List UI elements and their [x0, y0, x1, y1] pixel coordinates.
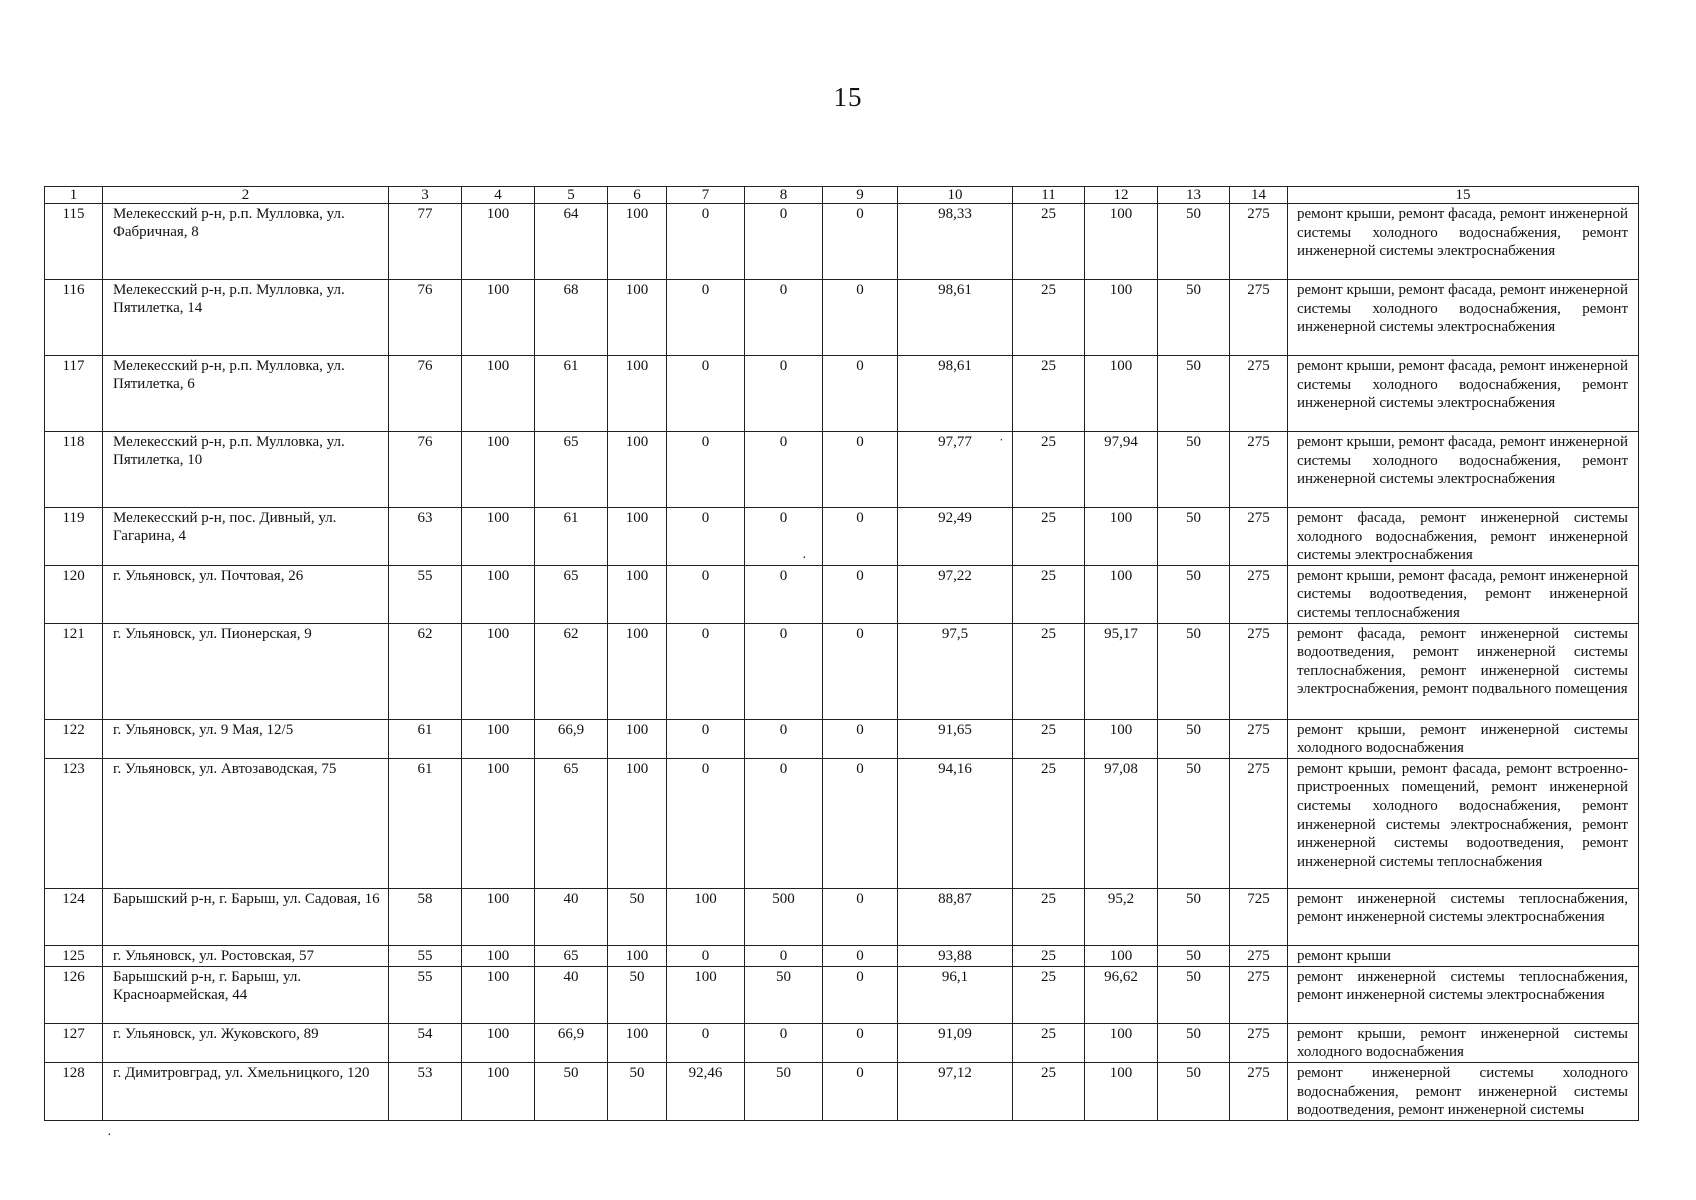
value-cell: 100 [1085, 280, 1158, 356]
value-cell: 0 [823, 966, 898, 1023]
value-cell: 50 [1158, 1062, 1230, 1120]
column-header: 6 [608, 187, 667, 204]
row-number-cell: 116 [45, 280, 103, 356]
column-header: 2 [103, 187, 389, 204]
value-cell: 96,1 [898, 966, 1013, 1023]
value-cell: 40 [535, 888, 608, 945]
value-cell: 100 [462, 565, 535, 623]
value-cell: 77 [389, 204, 462, 280]
works-text: ремонт крыши, ремонт инженерной системы холодного водоснабжения [1297, 1025, 1628, 1061]
value-cell: 50 [1158, 508, 1230, 566]
value-cell: 25 [1013, 945, 1085, 966]
value-cell: 275 [1230, 565, 1288, 623]
value-cell: 97,12 [898, 1062, 1013, 1120]
value-cell: 725 [1230, 888, 1288, 945]
value-cell: 50 [1158, 204, 1230, 280]
address-cell: г. Ульяновск, ул. Пионерская, 9 [103, 623, 389, 719]
value-cell: 97,94 [1085, 432, 1158, 508]
value-cell: 97,77 [898, 432, 1013, 508]
value-cell: 275 [1230, 758, 1288, 888]
value-cell: 0 [745, 204, 823, 280]
row-number-cell: 128 [45, 1062, 103, 1120]
value-cell: 100 [1085, 1062, 1158, 1120]
value-cell: 53 [389, 1062, 462, 1120]
stray-mark: · [802, 551, 807, 566]
value-cell: 25 [1013, 623, 1085, 719]
value-cell: 0 [823, 758, 898, 888]
works-text: ремонт крыши, ремонт фасада, ремонт инженерной системы холодного водоснабжения, ремонт инженерной системы электроснабжения [1297, 434, 1628, 488]
value-cell: 94,16 [898, 758, 1013, 888]
works-text: ремонт крыши, ремонт фасада, ремонт инженерной системы водоотведения, ремонт инженерной системы теплоснабжения [1297, 567, 1628, 621]
value-cell: 91,09 [898, 1023, 1013, 1062]
value-cell: 62 [535, 623, 608, 719]
value-cell: 0 [823, 356, 898, 432]
value-cell: 0 [667, 945, 745, 966]
value-cell: 275 [1230, 508, 1288, 566]
value-cell: 100 [462, 356, 535, 432]
value-cell: 0 [667, 719, 745, 758]
row-number-cell: 115 [45, 204, 103, 280]
works-cell [1288, 719, 1639, 758]
value-cell: 0 [823, 204, 898, 280]
value-cell: 97,22 [898, 565, 1013, 623]
works-cell [1288, 1023, 1639, 1062]
value-cell: 25 [1013, 204, 1085, 280]
value-cell: 61 [535, 356, 608, 432]
works-text: ремонт крыши, ремонт инженерной системы холодного водоснабжения [1297, 721, 1628, 757]
value-cell: 100 [462, 945, 535, 966]
value-cell: 98,61 [898, 280, 1013, 356]
value-cell: 25 [1013, 565, 1085, 623]
value-cell: 88,87 [898, 888, 1013, 945]
value-cell: 0 [823, 432, 898, 508]
value-cell: 100 [608, 204, 667, 280]
value-cell: 50 [1158, 280, 1230, 356]
value-cell: 65 [535, 945, 608, 966]
value-cell: 64 [535, 204, 608, 280]
value-cell: 0 [667, 204, 745, 280]
value-cell: 0 [667, 623, 745, 719]
value-cell: 275 [1230, 356, 1288, 432]
value-cell: 100 [1085, 508, 1158, 566]
value-cell: 100 [608, 758, 667, 888]
value-cell: 275 [1230, 719, 1288, 758]
works-text: ремонт фасада, ремонт инженерной системы холодного водоснабжения, ремонт инженерной системы электроснабжения [1297, 510, 1628, 564]
row-number-cell: 119 [45, 508, 103, 566]
row-number-cell: 122 [45, 719, 103, 758]
column-header: 11 [1013, 187, 1085, 204]
address-cell: Мелекесский р-н, р.п. Мулловка, ул. Пятилетка, 6 [103, 356, 389, 432]
value-cell: 25 [1013, 758, 1085, 888]
works-cell [1288, 508, 1639, 566]
value-cell: 98,61 [898, 356, 1013, 432]
value-cell: 25 [1013, 432, 1085, 508]
value-cell: 54 [389, 1023, 462, 1062]
works-text: ремонт крыши, ремонт фасада, ремонт встроенно-пристроенных помещений, ремонт инженерной системы холодного водоснабжения, ремонт инженерной системы электроснабжения, ремонт инженерной системы водоотведения, ремонт инженерной системы теплоснабжения [1297, 760, 1628, 870]
value-cell: 100 [608, 356, 667, 432]
value-cell: 0 [823, 508, 898, 566]
value-cell: 96,62 [1085, 966, 1158, 1023]
value-cell: 25 [1013, 966, 1085, 1023]
value-cell: 25 [1013, 356, 1085, 432]
value-cell: 0 [745, 1023, 823, 1062]
row-number-cell: 124 [45, 888, 103, 945]
value-cell: 0 [823, 280, 898, 356]
page-number: 15 [833, 82, 863, 112]
works-text: ремонт инженерной системы теплоснабжения, ремонт инженерной системы электроснабжения [1297, 890, 1628, 926]
value-cell: 100 [462, 280, 535, 356]
value-cell: 100 [1085, 204, 1158, 280]
address-cell: Барышский р-н, г. Барыш, ул. Красноармейская, 44 [103, 966, 389, 1023]
value-cell: 0 [745, 758, 823, 888]
address-cell: Мелекесский р-н, р.п. Мулловка, ул. Пятилетка, 10 [103, 432, 389, 508]
value-cell: 100 [1085, 356, 1158, 432]
value-cell: 100 [462, 888, 535, 945]
works-cell [1288, 758, 1639, 888]
value-cell: 100 [1085, 719, 1158, 758]
value-cell: 55 [389, 966, 462, 1023]
repair-table [44, 186, 1639, 1121]
works-cell [1288, 945, 1639, 966]
value-cell: 25 [1013, 1062, 1085, 1120]
row-number-cell: 125 [45, 945, 103, 966]
address-cell: г. Ульяновск, ул. Ростовская, 57 [103, 945, 389, 966]
value-cell: 25 [1013, 280, 1085, 356]
column-header: 14 [1230, 187, 1288, 204]
value-cell: 100 [667, 888, 745, 945]
address-cell: г. Ульяновск, ул. Почтовая, 26 [103, 565, 389, 623]
value-cell: 65 [535, 432, 608, 508]
row-number-cell: 117 [45, 356, 103, 432]
row-number-cell: 120 [45, 565, 103, 623]
table-row [45, 508, 1639, 566]
table-row [45, 1062, 1639, 1120]
value-cell: 275 [1230, 204, 1288, 280]
column-header: 1 [45, 187, 103, 204]
value-cell: 97,5 [898, 623, 1013, 719]
works-cell [1288, 356, 1639, 432]
value-cell: 61 [389, 758, 462, 888]
column-header: 8 [745, 187, 823, 204]
value-cell: 50 [1158, 1023, 1230, 1062]
address-cell: Мелекесский р-н, пос. Дивный, ул. Гагарина, 4 [103, 508, 389, 566]
value-cell: 0 [745, 945, 823, 966]
value-cell: 275 [1230, 945, 1288, 966]
works-text: ремонт инженерной системы теплоснабжения, ремонт инженерной системы электроснабжения [1297, 968, 1628, 1004]
column-header: 7 [667, 187, 745, 204]
column-header: 9 [823, 187, 898, 204]
address-cell: г. Димитровград, ул. Хмельницкого, 120 [103, 1062, 389, 1120]
table-row [45, 280, 1639, 356]
address-cell: Барышский р-н, г. Барыш, ул. Садовая, 16 [103, 888, 389, 945]
value-cell: 500 [745, 888, 823, 945]
works-text: ремонт инженерной системы холодного водоснабжения, ремонт инженерной системы водоотведения, ремонт инженерной системы [1297, 1064, 1628, 1119]
works-text: ремонт крыши, ремонт фасада, ремонт инженерной системы холодного водоснабжения, ремонт инженерной системы электроснабжения [1297, 282, 1628, 336]
value-cell: 50 [1158, 565, 1230, 623]
value-cell: 0 [745, 719, 823, 758]
value-cell: 100 [608, 508, 667, 566]
value-cell: 61 [389, 719, 462, 758]
value-cell: 0 [667, 432, 745, 508]
value-cell: 50 [608, 888, 667, 945]
address-cell: Мелекесский р-н, р.п. Мулловка, ул. Пятилетка, 14 [103, 280, 389, 356]
works-cell [1288, 623, 1639, 719]
table-row [45, 945, 1639, 966]
table-row [45, 565, 1639, 623]
value-cell: 50 [1158, 966, 1230, 1023]
value-cell: 0 [667, 565, 745, 623]
column-header: 13 [1158, 187, 1230, 204]
value-cell: 0 [823, 623, 898, 719]
value-cell: 50 [608, 966, 667, 1023]
address-cell: г. Ульяновск, ул. Автозаводская, 75 [103, 758, 389, 888]
value-cell: 0 [745, 565, 823, 623]
value-cell: 50 [1158, 888, 1230, 945]
value-cell: 95,17 [1085, 623, 1158, 719]
column-header: 12 [1085, 187, 1158, 204]
value-cell: 0 [823, 888, 898, 945]
value-cell: 0 [823, 1062, 898, 1120]
value-cell: 100 [462, 719, 535, 758]
value-cell: 92,49 [898, 508, 1013, 566]
works-text: ремонт фасада, ремонт инженерной системы водоотведения, ремонт инженерной системы теплоснабжения, ремонт инженерной системы электроснабжения, ремонт подвального помещения [1297, 625, 1628, 698]
table-row [45, 966, 1639, 1023]
value-cell: 0 [745, 432, 823, 508]
address-cell: Мелекесский р-н, р.п. Мулловка, ул. Фабричная, 8 [103, 204, 389, 280]
value-cell: 0 [745, 280, 823, 356]
value-cell: 100 [608, 1023, 667, 1062]
value-cell: 65 [535, 758, 608, 888]
column-header: 10 [898, 187, 1013, 204]
value-cell: 65 [535, 565, 608, 623]
value-cell: 100 [608, 565, 667, 623]
table-row [45, 432, 1639, 508]
table-row [45, 719, 1639, 758]
value-cell: 50 [1158, 623, 1230, 719]
row-number-cell: 121 [45, 623, 103, 719]
row-number-cell: 126 [45, 966, 103, 1023]
row-number-cell: 118 [45, 432, 103, 508]
value-cell: 50 [608, 1062, 667, 1120]
value-cell: 275 [1230, 966, 1288, 1023]
works-cell [1288, 888, 1639, 945]
value-cell: 0 [745, 356, 823, 432]
value-cell: 95,2 [1085, 888, 1158, 945]
works-text: ремонт крыши, ремонт фасада, ремонт инженерной системы холодного водоснабжения, ремонт инженерной системы электроснабжения [1297, 206, 1628, 260]
works-cell [1288, 1062, 1639, 1120]
value-cell: 100 [462, 432, 535, 508]
row-number-cell: 127 [45, 1023, 103, 1062]
value-cell: 25 [1013, 1023, 1085, 1062]
column-header: 15 [1288, 187, 1639, 204]
value-cell: 100 [462, 623, 535, 719]
works-cell [1288, 204, 1639, 280]
column-header: 5 [535, 187, 608, 204]
value-cell: 275 [1230, 623, 1288, 719]
value-cell: 68 [535, 280, 608, 356]
table-row [45, 888, 1639, 945]
value-cell: 100 [462, 758, 535, 888]
value-cell: 91,65 [898, 719, 1013, 758]
value-cell: 76 [389, 280, 462, 356]
value-cell: 93,88 [898, 945, 1013, 966]
value-cell: 100 [1085, 945, 1158, 966]
value-cell: 92,46 [667, 1062, 745, 1120]
value-cell: 50 [1158, 758, 1230, 888]
value-cell: 100 [608, 719, 667, 758]
value-cell: 0 [823, 719, 898, 758]
value-cell: 275 [1230, 1023, 1288, 1062]
value-cell: 76 [389, 356, 462, 432]
value-cell: 0 [667, 356, 745, 432]
value-cell: 25 [1013, 719, 1085, 758]
value-cell: 100 [1085, 1023, 1158, 1062]
value-cell: 0 [823, 945, 898, 966]
value-cell: 58 [389, 888, 462, 945]
value-cell: 275 [1230, 432, 1288, 508]
value-cell: 100 [608, 623, 667, 719]
value-cell: 66,9 [535, 1023, 608, 1062]
table-row [45, 623, 1639, 719]
stray-mark: · [107, 1128, 112, 1143]
value-cell: 100 [462, 1062, 535, 1120]
address-cell: г. Ульяновск, ул. Жуковского, 89 [103, 1023, 389, 1062]
value-cell: 50 [1158, 719, 1230, 758]
value-cell: 50 [1158, 432, 1230, 508]
value-cell: 55 [389, 565, 462, 623]
works-text: ремонт крыши [1297, 947, 1391, 964]
value-cell: 0 [667, 280, 745, 356]
value-cell: 100 [462, 508, 535, 566]
column-header: 4 [462, 187, 535, 204]
value-cell: 55 [389, 945, 462, 966]
value-cell: 275 [1230, 1062, 1288, 1120]
value-cell: 0 [823, 565, 898, 623]
table-row [45, 356, 1639, 432]
value-cell: 25 [1013, 888, 1085, 945]
value-cell: 98,33 [898, 204, 1013, 280]
value-cell: 100 [667, 966, 745, 1023]
table-row [45, 758, 1639, 888]
value-cell: 100 [462, 966, 535, 1023]
value-cell: 100 [1085, 565, 1158, 623]
value-cell: 0 [745, 508, 823, 566]
value-cell: 100 [608, 945, 667, 966]
value-cell: 50 [1158, 356, 1230, 432]
value-cell: 61 [535, 508, 608, 566]
value-cell: 62 [389, 623, 462, 719]
address-cell: г. Ульяновск, ул. 9 Мая, 12/5 [103, 719, 389, 758]
value-cell: 50 [745, 966, 823, 1023]
works-cell [1288, 966, 1639, 1023]
header-row [45, 187, 1639, 204]
works-cell [1288, 280, 1639, 356]
value-cell: 97,08 [1085, 758, 1158, 888]
value-cell: 100 [462, 204, 535, 280]
works-text: ремонт крыши, ремонт фасада, ремонт инженерной системы холодного водоснабжения, ремонт инженерной системы электроснабжения [1297, 358, 1628, 412]
value-cell: 100 [608, 280, 667, 356]
value-cell: 100 [608, 432, 667, 508]
works-cell [1288, 565, 1639, 623]
value-cell: 50 [1158, 945, 1230, 966]
works-cell [1288, 432, 1639, 508]
column-header: 3 [389, 187, 462, 204]
value-cell: 40 [535, 966, 608, 1023]
value-cell: 0 [667, 508, 745, 566]
table-row [45, 1023, 1639, 1062]
value-cell: 66,9 [535, 719, 608, 758]
table-row [45, 204, 1639, 280]
value-cell: 275 [1230, 280, 1288, 356]
value-cell: 76 [389, 432, 462, 508]
value-cell: 25 [1013, 508, 1085, 566]
value-cell: 63 [389, 508, 462, 566]
value-cell: 50 [535, 1062, 608, 1120]
value-cell: 0 [667, 1023, 745, 1062]
value-cell: 50 [745, 1062, 823, 1120]
value-cell: 100 [462, 1023, 535, 1062]
value-cell: 0 [667, 758, 745, 888]
value-cell: 0 [745, 623, 823, 719]
stray-mark: ˙ [999, 437, 1004, 452]
value-cell: 0 [823, 1023, 898, 1062]
row-number-cell: 123 [45, 758, 103, 888]
